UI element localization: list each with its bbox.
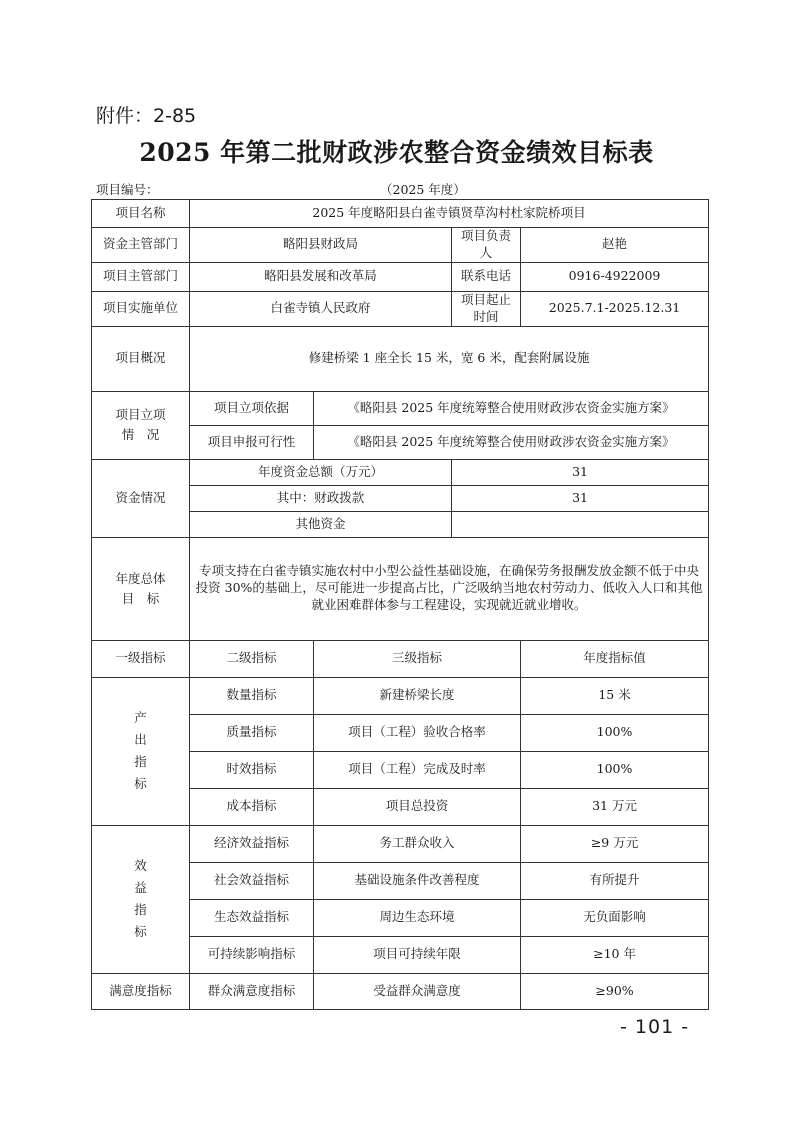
funds-other-value — [452, 511, 709, 537]
period-value: 2025.7.1-2025.12.31 — [521, 291, 709, 326]
row-funds-total — [92, 459, 709, 485]
benefit-l2: 社会效益指标 — [190, 862, 314, 899]
satisfaction-l3: 受益群众满意度 — [314, 973, 521, 1009]
output-l2: 数量指标 — [190, 677, 314, 714]
name-value: 2025 年度略阳县白雀寺镇贤草沟村杜家院桥项目 — [190, 200, 709, 228]
year-label: （2025 年度） — [380, 182, 466, 197]
benefit-l2: 经济效益指标 — [190, 825, 314, 862]
output-l3: 新建桥梁长度 — [314, 677, 521, 714]
phone-value: 0916-4922009 — [521, 262, 709, 291]
output-value: 100% — [521, 714, 709, 751]
project-number-label: 项目编号： — [96, 182, 159, 197]
row-overview — [92, 326, 709, 391]
benefit-l2: 可持续影响指标 — [190, 936, 314, 973]
output-value: 15 米 — [521, 677, 709, 714]
funds-label: 资金情况 — [92, 459, 190, 537]
benefit-l3: 务工群众收入 — [314, 825, 521, 862]
benefit-l3: 基础设施条件改善程度 — [314, 862, 521, 899]
impl-label: 项目实施单位 — [92, 291, 190, 326]
approval-label: 项目立项 情 况 — [92, 391, 190, 459]
output-value: 31 万元 — [521, 788, 709, 825]
feasibility-value: 《略阳县 2025 年度统筹整合使用财政涉农资金实施方案》 — [314, 425, 709, 459]
overview-label: 项目概况 — [92, 326, 190, 391]
feasibility-label: 项目申报可行性 — [190, 425, 314, 459]
row-approval-basis — [92, 391, 709, 425]
basis-value: 《略阳县 2025 年度统筹整合使用财政涉农资金实施方案》 — [314, 391, 709, 425]
basis-label: 项目立项依据 — [190, 391, 314, 425]
row-project-name — [92, 200, 709, 228]
output-l3: 项目（工程）验收合格率 — [314, 714, 521, 751]
satisfaction-label: 满意度指标 — [92, 973, 190, 1009]
impl-value: 白雀寺镇人民政府 — [190, 291, 452, 326]
benefit-value: 无负面影响 — [521, 899, 709, 936]
funds-other-label: 其他资金 — [190, 511, 452, 537]
benefit-l2: 生态效益指标 — [190, 899, 314, 936]
page-number: - 101 - — [620, 1016, 690, 1038]
row-annual-goal — [92, 537, 709, 640]
header-value: 年度指标值 — [521, 640, 709, 677]
fund-dept-value: 略阳县财政局 — [190, 228, 452, 263]
benefit-value: ≥10 年 — [521, 936, 709, 973]
funds-total-value: 31 — [452, 459, 709, 485]
output-l2: 成本指标 — [190, 788, 314, 825]
leader-label: 项目负责人 — [452, 228, 521, 263]
row-indicator-headers — [92, 640, 709, 677]
output-l3: 项目总投资 — [314, 788, 521, 825]
output-value: 100% — [521, 751, 709, 788]
benefit-value: 有所提升 — [521, 862, 709, 899]
funds-total-label: 年度资金总额（万元） — [190, 459, 452, 485]
goal-label: 年度总体 目 标 — [92, 537, 190, 640]
row-fund-dept — [92, 228, 709, 263]
page-title: 2025 年第二批财政涉农整合资金绩效目标表 — [139, 138, 654, 167]
funds-fiscal-value: 31 — [452, 485, 709, 511]
output-l2: 时效指标 — [190, 751, 314, 788]
satisfaction-l2: 群众满意度指标 — [190, 973, 314, 1009]
header-level2: 二级指标 — [190, 640, 314, 677]
fund-dept-label: 资金主管部门 — [92, 228, 190, 263]
goal-text: 专项支持在白雀寺镇实施农村中小型公益性基础设施，在确保劳务报酬发放金额不低于中央投资 30%的基础上，尽可能进一步提高占比，广泛吸纳当地农村劳动力、低收入人口和其他就业困难群体参与工程建设，实现就近就业增收。 — [190, 537, 709, 640]
phone-label: 联系电话 — [452, 262, 521, 291]
benefit-l3: 周边生态环境 — [314, 899, 521, 936]
output-l3: 项目（工程）完成及时率 — [314, 751, 521, 788]
satisfaction-value: ≥90% — [521, 973, 709, 1009]
benefit-value: ≥9 万元 — [521, 825, 709, 862]
output-l2: 质量指标 — [190, 714, 314, 751]
benefit-l3: 项目可持续年限 — [314, 936, 521, 973]
leader-value: 赵艳 — [521, 228, 709, 263]
proj-dept-label: 项目主管部门 — [92, 262, 190, 291]
header-level3: 三级指标 — [314, 640, 521, 677]
proj-dept-value: 略阳县发展和改革局 — [190, 262, 452, 291]
row-satisfaction — [92, 973, 709, 1009]
table-row — [92, 677, 709, 714]
table-row — [92, 825, 709, 862]
benefit-label: 效 益 指 标 — [92, 825, 190, 973]
period-label: 项目起止时间 — [452, 291, 521, 326]
performance-table — [91, 199, 709, 1010]
attachment-label: 附件：2-85 — [96, 105, 197, 127]
name-label: 项目名称 — [92, 200, 190, 228]
overview-value: 修建桥梁 1 座全长 15 米，宽 6 米，配套附属设施 — [190, 326, 709, 391]
funds-fiscal-label: 其中：财政拨款 — [190, 485, 452, 511]
output-label: 产 出 指 标 — [92, 677, 190, 825]
header-level1: 一级指标 — [92, 640, 190, 677]
row-impl-unit — [92, 291, 709, 326]
row-project-dept — [92, 262, 709, 291]
